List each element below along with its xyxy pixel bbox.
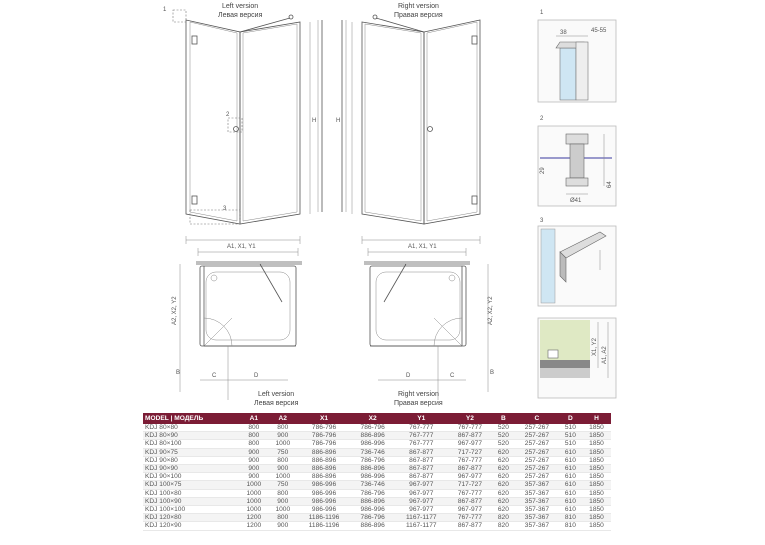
table-cell: 510: [559, 432, 582, 440]
detail-1: [538, 10, 616, 102]
table-cell: 867-877: [395, 473, 449, 481]
table-cell: 900: [239, 456, 268, 464]
table-cell: 1000: [239, 489, 268, 497]
c-label-left: C: [212, 373, 217, 379]
callout-3-left: 3: [223, 206, 227, 212]
table-cell: 786-796: [297, 424, 351, 432]
table-cell: KDJ 90×75: [143, 448, 239, 456]
table-cell: 610: [559, 481, 582, 489]
table-cell: 1186-1196: [297, 514, 351, 522]
table-cell: KDJ 90×100: [143, 473, 239, 481]
table-cell: 1167-1177: [395, 522, 449, 530]
table-cell: 1850: [582, 489, 611, 497]
table-row: [143, 456, 611, 464]
table-cell: 820: [492, 514, 515, 522]
left-version-label-ru: Левая версия: [218, 12, 263, 19]
table-cell: 900: [268, 465, 297, 473]
table-cell: 736-746: [351, 448, 395, 456]
left-version-label-en: Left version: [222, 3, 259, 10]
table-row: [143, 489, 611, 497]
table-cell: 900: [239, 473, 268, 481]
table-cell: 1850: [582, 456, 611, 464]
table-cell: 610: [559, 489, 582, 497]
table-header-cell: A1: [239, 413, 268, 424]
table-header-cell: MODEL | МОДЕЛЬ: [143, 413, 239, 424]
table-cell: 900: [268, 497, 297, 505]
table-cell: 786-796: [351, 514, 395, 522]
table-row: [143, 424, 611, 432]
table-row: [143, 432, 611, 440]
table-row: [143, 506, 611, 514]
table-cell: 800: [268, 514, 297, 522]
table-cell: 886-896: [297, 473, 351, 481]
callout-1-left: 1: [163, 7, 167, 13]
table-cell: KDJ 100×75: [143, 481, 239, 489]
depth-label-right: A2, X2, Y2: [488, 296, 494, 325]
table-row: [143, 514, 611, 522]
table-cell: 820: [492, 522, 515, 530]
table-cell: 967-977: [448, 473, 492, 481]
table-cell: 800: [268, 456, 297, 464]
table-row: [143, 522, 611, 530]
table-cell: KDJ 90×90: [143, 465, 239, 473]
table-cell: 257-267: [515, 448, 559, 456]
table-cell: 257-267: [515, 473, 559, 481]
callout-2-left: 2: [226, 112, 230, 118]
table-cell: 520: [492, 432, 515, 440]
table-cell: 800: [239, 424, 268, 432]
table-cell: 620: [492, 489, 515, 497]
right-version-label-en: Right version: [398, 3, 439, 10]
table-cell: 967-977: [448, 506, 492, 514]
table-cell: 1167-1177: [395, 514, 449, 522]
table-cell: 986-996: [297, 497, 351, 505]
table-cell: KDJ 80×80: [143, 424, 239, 432]
table-cell: 767-777: [448, 489, 492, 497]
table-cell: 357-367: [515, 489, 559, 497]
table-cell: 967-977: [395, 489, 449, 497]
table-cell: 810: [559, 514, 582, 522]
table-cell: 1850: [582, 506, 611, 514]
table-cell: 1000: [239, 497, 268, 505]
spec-table: [143, 413, 611, 531]
table-cell: 900: [268, 522, 297, 530]
table-cell: 867-877: [448, 432, 492, 440]
detail-number-3: 3: [540, 218, 544, 224]
table-header-cell: D: [559, 413, 582, 424]
left-plan-label-ru: Левая версия: [254, 400, 299, 407]
table-cell: 886-896: [351, 497, 395, 505]
table-cell: 867-877: [448, 522, 492, 530]
table-cell: 610: [559, 497, 582, 505]
table-cell: 1850: [582, 440, 611, 448]
table-cell: 867-877: [395, 465, 449, 473]
table-cell: 786-796: [351, 489, 395, 497]
table-cell: 1000: [268, 506, 297, 514]
left-elevation: [163, 3, 322, 250]
table-cell: 900: [268, 432, 297, 440]
table-cell: 357-367: [515, 506, 559, 514]
table-cell: 986-996: [351, 440, 395, 448]
table-cell: 1200: [239, 514, 268, 522]
c-label-right: C: [450, 373, 455, 379]
table-cell: 1200: [239, 522, 268, 530]
right-elevation: [336, 3, 480, 250]
table-header-cell: C: [515, 413, 559, 424]
table-header-cell: Y2: [448, 413, 492, 424]
table-cell: 257-267: [515, 424, 559, 432]
table-row: [143, 481, 611, 489]
table-cell: 886-896: [297, 456, 351, 464]
table-cell: 886-896: [351, 432, 395, 440]
table-cell: 620: [492, 456, 515, 464]
table-cell: 867-877: [395, 456, 449, 464]
detail4-dim-b: A1, A2: [602, 346, 608, 364]
detail4-dim-a: X1, Y2: [592, 338, 598, 356]
table-cell: 257-267: [515, 456, 559, 464]
detail1-dim-a: 38: [560, 30, 567, 36]
detail-number-2: 2: [540, 116, 544, 122]
table-cell: 620: [492, 465, 515, 473]
table-cell: 750: [268, 448, 297, 456]
table-cell: 1850: [582, 514, 611, 522]
table-cell: 800: [239, 432, 268, 440]
table-cell: 786-796: [351, 456, 395, 464]
table-cell: 767-777: [395, 440, 449, 448]
detail2-dim-a: 29: [540, 167, 546, 174]
table-cell: 357-367: [515, 481, 559, 489]
table-cell: 357-367: [515, 497, 559, 505]
table-row: [143, 440, 611, 448]
table-row: [143, 448, 611, 456]
table-cell: 1000: [239, 506, 268, 514]
table-cell: 967-977: [395, 497, 449, 505]
table-cell: 767-777: [448, 514, 492, 522]
table-cell: 736-746: [351, 481, 395, 489]
table-cell: 986-996: [297, 489, 351, 497]
spec-table-header: [143, 413, 611, 424]
table-cell: KDJ 100×90: [143, 497, 239, 505]
table-cell: 610: [559, 506, 582, 514]
table-cell: 510: [559, 424, 582, 432]
table-cell: 800: [268, 489, 297, 497]
table-cell: 717-727: [448, 448, 492, 456]
table-cell: 1850: [582, 465, 611, 473]
table-cell: 867-877: [395, 448, 449, 456]
table-cell: 610: [559, 473, 582, 481]
d-label-left: D: [254, 373, 259, 379]
table-header-cell: H: [582, 413, 611, 424]
detail1-dim-b: 45-55: [591, 28, 607, 34]
table-cell: KDJ 100×100: [143, 506, 239, 514]
table-cell: 610: [559, 465, 582, 473]
table-header-cell: X1: [297, 413, 351, 424]
table-cell: 1000: [268, 473, 297, 481]
table-cell: 1000: [268, 440, 297, 448]
table-cell: 900: [239, 448, 268, 456]
table-cell: 886-896: [297, 448, 351, 456]
table-header-cell: X2: [351, 413, 395, 424]
table-header-cell: A2: [268, 413, 297, 424]
table-cell: 967-977: [448, 440, 492, 448]
table-cell: KDJ 90×80: [143, 456, 239, 464]
right-plan-label-en: Right version: [398, 391, 439, 398]
table-cell: 610: [559, 448, 582, 456]
table-cell: 1850: [582, 473, 611, 481]
table-cell: 1850: [582, 497, 611, 505]
detail-4: [538, 318, 616, 398]
table-cell: KDJ 120×80: [143, 514, 239, 522]
right-plan-label-ru: Правая версия: [394, 400, 443, 407]
table-cell: 1850: [582, 424, 611, 432]
table-cell: 1850: [582, 522, 611, 530]
table-cell: 520: [492, 424, 515, 432]
detail2-dim-b: Ø41: [570, 198, 582, 204]
table-cell: 1850: [582, 448, 611, 456]
table-cell: 986-996: [297, 481, 351, 489]
table-cell: 520: [492, 440, 515, 448]
table-cell: 510: [559, 440, 582, 448]
height-label-left: H: [312, 118, 317, 124]
table-cell: 986-996: [297, 506, 351, 514]
table-cell: 257-267: [515, 465, 559, 473]
table-cell: KDJ 80×100: [143, 440, 239, 448]
table-cell: 620: [492, 497, 515, 505]
table-cell: 767-777: [448, 456, 492, 464]
table-cell: 967-977: [395, 506, 449, 514]
table-cell: 786-796: [297, 440, 351, 448]
table-row: [143, 497, 611, 505]
table-cell: 620: [492, 448, 515, 456]
table-cell: 767-777: [448, 424, 492, 432]
width-label-left-elev: A1, X1, Y1: [227, 244, 256, 250]
left-plan-label-en: Left version: [258, 391, 295, 398]
table-cell: KDJ 80×90: [143, 432, 239, 440]
left-plan: [172, 248, 302, 407]
table-header-cell: B: [492, 413, 515, 424]
table-cell: 900: [239, 465, 268, 473]
table-cell: KDJ 100×80: [143, 489, 239, 497]
table-cell: 800: [239, 440, 268, 448]
detail-3: [538, 218, 616, 306]
table-cell: 810: [559, 522, 582, 530]
table-cell: 886-896: [351, 465, 395, 473]
table-cell: 357-367: [515, 522, 559, 530]
table-cell: 620: [492, 481, 515, 489]
table-cell: 257-267: [515, 432, 559, 440]
detail-number-1: 1: [540, 10, 544, 16]
table-cell: 1850: [582, 481, 611, 489]
right-version-label-ru: Правая версия: [394, 12, 443, 19]
table-cell: 767-777: [395, 432, 449, 440]
table-cell: 620: [492, 473, 515, 481]
table-cell: 986-996: [351, 506, 395, 514]
table-cell: KDJ 120×90: [143, 522, 239, 530]
table-cell: 717-727: [448, 481, 492, 489]
table-cell: 1000: [239, 481, 268, 489]
table-cell: 257-267: [515, 440, 559, 448]
width-label-right-elev: A1, X1, Y1: [408, 244, 437, 250]
right-plan: [364, 248, 494, 407]
table-cell: 620: [492, 506, 515, 514]
table-cell: 610: [559, 456, 582, 464]
table-cell: 800: [268, 424, 297, 432]
table-cell: 867-877: [448, 497, 492, 505]
b-label-left: B: [176, 370, 181, 376]
table-cell: 767-777: [395, 424, 449, 432]
table-cell: 786-796: [297, 432, 351, 440]
table-cell: 886-896: [351, 522, 395, 530]
detail-2: [538, 116, 616, 206]
b-label-right: B: [490, 370, 495, 376]
table-cell: 886-896: [297, 465, 351, 473]
table-cell: 1186-1196: [297, 522, 351, 530]
table-cell: 867-877: [448, 465, 492, 473]
table-header-cell: Y1: [395, 413, 449, 424]
table-cell: 986-996: [351, 473, 395, 481]
d-label-right: D: [406, 373, 411, 379]
table-cell: 1850: [582, 432, 611, 440]
depth-label-left: A2, X2, Y2: [172, 296, 178, 325]
spec-table-body: [143, 424, 611, 530]
table-row: [143, 473, 611, 481]
detail2-dim-c: 64: [607, 181, 613, 188]
table-cell: 750: [268, 481, 297, 489]
table-cell: 967-977: [395, 481, 449, 489]
table-row: [143, 465, 611, 473]
height-label-right: H: [336, 118, 341, 124]
table-cell: 786-796: [351, 424, 395, 432]
table-cell: 357-367: [515, 514, 559, 522]
